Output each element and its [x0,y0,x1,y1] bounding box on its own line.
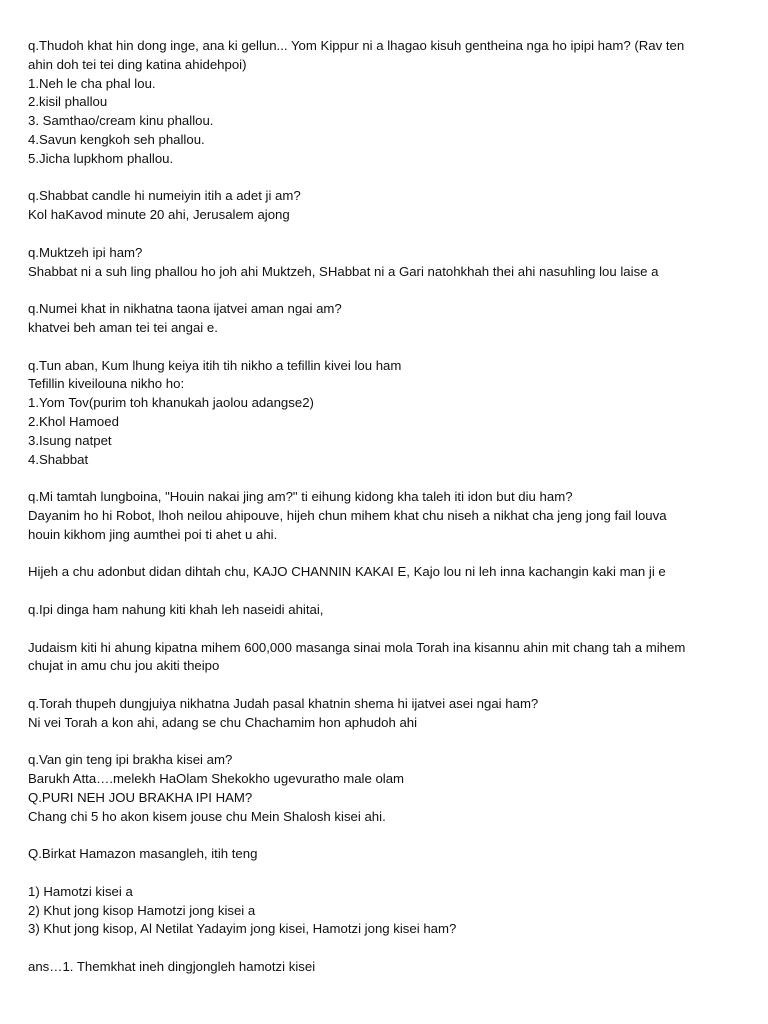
text-line: Chang chi 5 ho akon kisem jouse chu Mein Shalosh kisei ahi. [28,808,386,824]
paragraph-gap [28,826,740,845]
text-line: Dayanim ho hi Robot, lhoh neilou ahipouve, hijeh chun mihem khat chu niseh a nikhat cha jeng jong fail louva [28,507,667,523]
text-line: 3.Isung natpet [28,432,112,448]
paragraph-gap [28,864,740,883]
paragraph-gap [28,545,740,564]
text-line: q.Torah thupeh dungjuiya nikhatna Judah pasal khatnin shema hi ijatvei asei ngai ham? [28,695,539,711]
text-line: q.Thudoh khat hin dong inge, ana ki gellun... Yom Kippur ni a lhagao kisuh gentheina nga ho ipipi ham? (Rav ten [28,38,685,53]
text-line: q.Van gin teng ipi brakha kisei am? [28,752,233,768]
text-line: q.Shabbat candle hi numeiyin itih a adet ji am? [28,188,301,204]
paragraph-gap [28,281,740,300]
text-line: Kol haKavod minute 20 ahi, Jerusalem ajong [28,207,290,223]
text-line: Judaism kiti hi ahung kipatna mihem 600,000 masanga sinai mola Torah ina kisannu ahin mit chang tah a mihem [28,639,686,655]
text-line: chujat in amu chu jou akiti theipo [28,658,220,674]
text-line: 3) Khut jong kisop, Al Netilat Yadayim jong kisei, Hamotzi jong kisei ham? [28,921,457,937]
text-line: Q.PURI NEH JOU BRAKHA IPI HAM? [28,789,253,805]
text-line: ans…1. Themkhat ineh dingjongleh hamotzi kisei [28,959,316,975]
text-line: q.Muktzeh ipi ham? [28,244,143,260]
text-line: 1.Neh le cha phal lou. [28,75,156,91]
paragraph-gap [28,338,740,357]
text-line: houin kikhom jing aumthei poi ti ahet u ahi. [28,526,278,542]
text-line: Ni vei Torah a kon ahi, adang se chu Chachamim hon aphudoh ahi [28,714,418,730]
text-line: 2.kisil phallou [28,94,108,110]
text-line: q.Numei khat in nikhatna taona ijatvei aman ngai am? [28,301,342,317]
text-line: 2.Khol Hamoed [28,413,119,429]
text-line: 2) Khut jong kisop Hamotzi jong kisei a [28,902,256,918]
text-line: Barukh Atta….melekh HaOlam Shekokho ugevuratho male olam [28,771,405,787]
text-line: Shabbat ni a suh ling phallou ho joh ahi Muktzeh, SHabbat ni a Gari natohkhah thei ahi nasuhling lou laise a [28,263,659,279]
paragraph-gap [28,582,740,601]
text-line: q.Mi tamtah lungboina, "Houin nakai jing am?" ti eihung kidong kha taleh iti idon but diu ham? [28,489,573,505]
text-line: 3. Samthao/cream kinu phallou. [28,113,214,129]
text-line: 4.Shabbat [28,451,89,467]
text-line: 1.Yom Tov(purim toh khanukah jaolou adangse2) [28,395,314,411]
text-line: q.Tun aban, Kum lhung keiya itih tih nikho a tefillin kivei lou ham [28,357,402,373]
text-line: Hijeh a chu adonbut didan dihtah chu, KAJO CHANNIN KAKAI E, Kajo lou ni leh inna kachangin kaki man ji e [28,564,666,580]
paragraph-gap [28,469,740,488]
paragraph-gap [28,939,740,958]
text-line: Tefillin kiveilouna nikho ho: [28,376,185,392]
text-line: khatvei beh aman tei tei angai e. [28,319,218,335]
text-line: 4.Savun kengkoh seh phallou. [28,131,205,147]
text-line: q.Ipi dinga ham nahung kiti khah leh naseidi ahitai, [28,601,324,617]
paragraph-gap [28,620,740,639]
paragraph-gap [28,225,740,244]
text-line: 1) Hamotzi kisei a [28,883,133,899]
paragraph-gap [28,732,740,751]
paragraph-gap [28,169,740,188]
paragraph-gap [28,676,740,695]
text-line: 5.Jicha lupkhom phallou. [28,150,174,166]
text-line: Q.Birkat Hamazon masangleh, itih teng [28,846,258,862]
text-line: ahin doh tei tei ding katina ahidehpoi) [28,56,247,72]
